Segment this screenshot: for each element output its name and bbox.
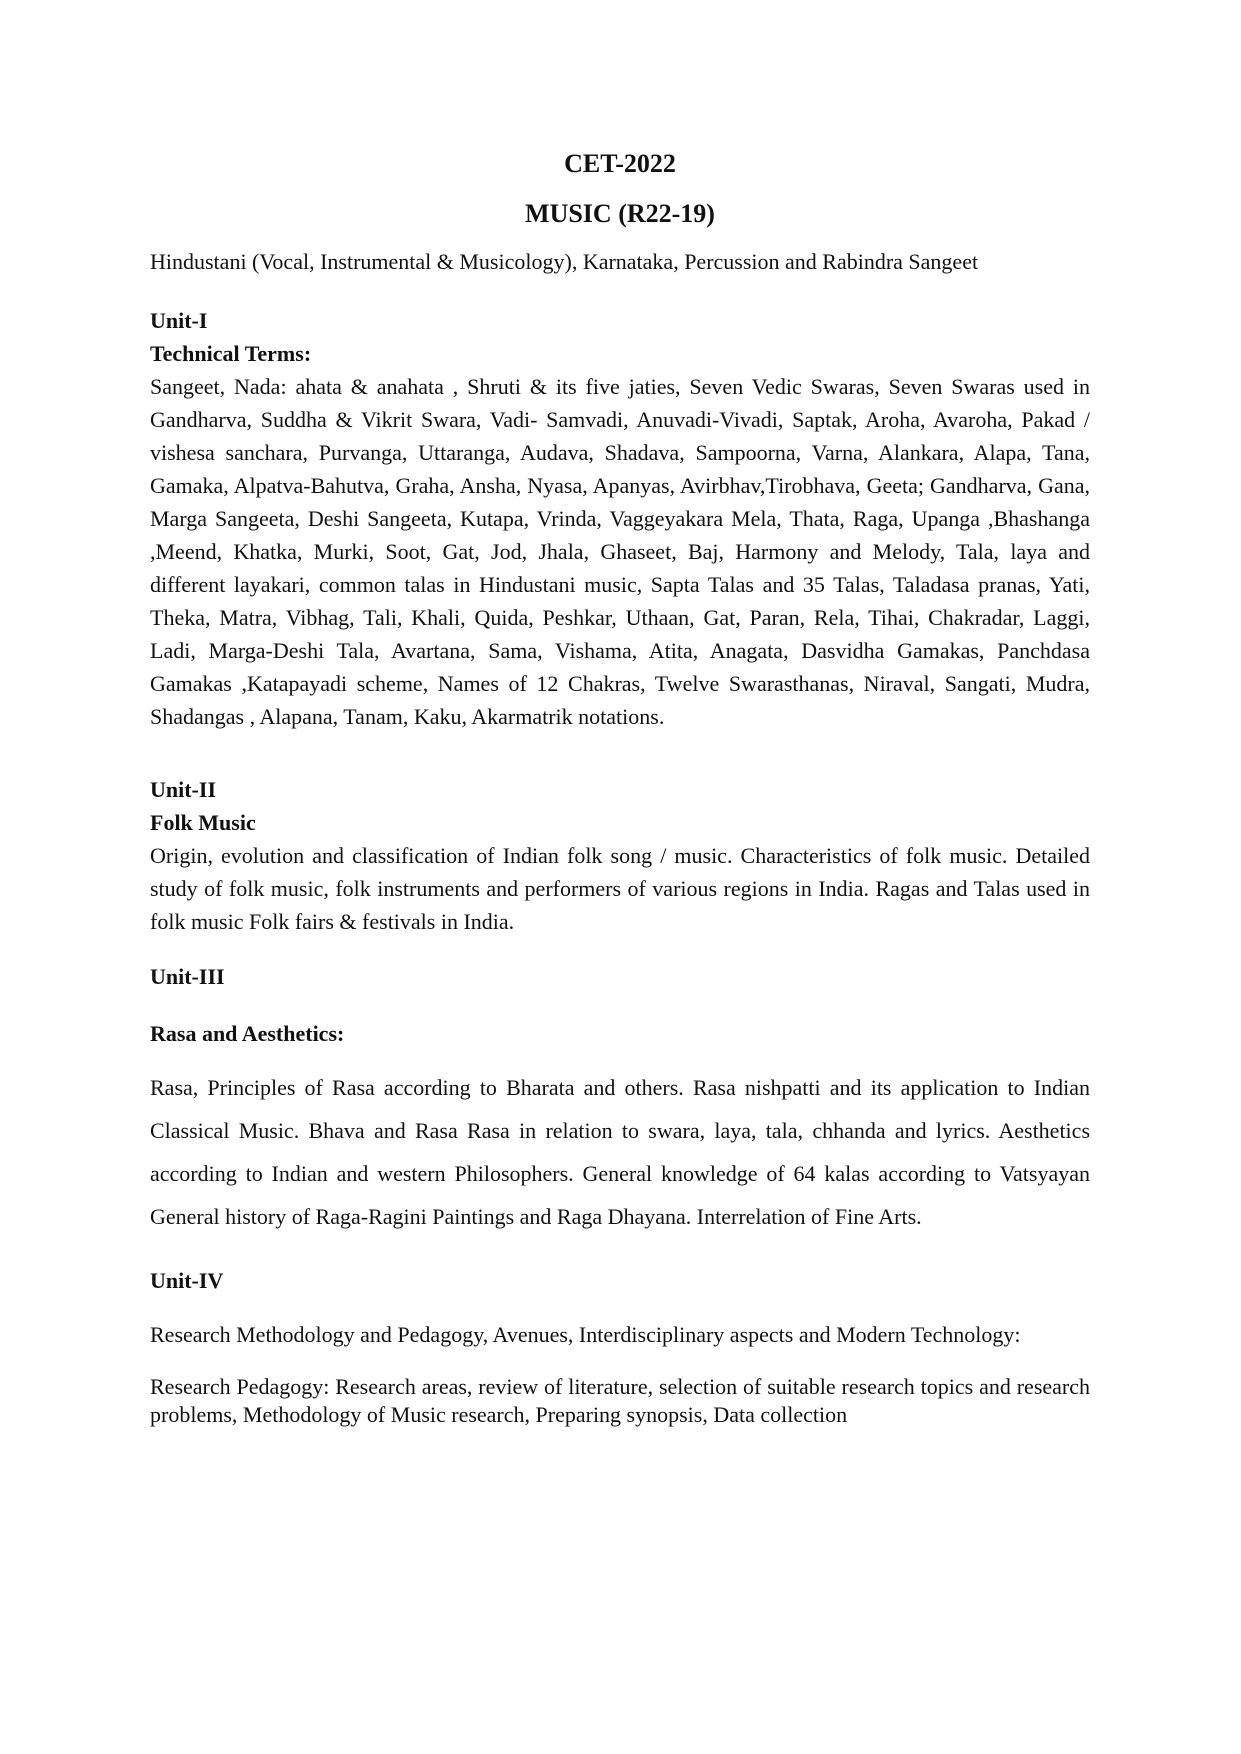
unit-4-body: Research Pedagogy: Research areas, review of literature, selection of suitable research topics and research problems, Methodology of Music research, Preparing synopsis, Data collection [150,1374,1090,1427]
unit-3-body: Rasa, Principles of Rasa according to Bharata and others. Rasa nishpatti and its application to Indian Classical Music. Bhava and Rasa Rasa in relation to swara, laya, tala, chhanda and lyrics. Aesthetics according to Indian and western Philosophers. General knowledge of 64 kalas according to Vatsyayan General history of Raga-Ragini Paintings and Raga Dhayana. Interrelation of Fine Arts. [150,1075,1090,1229]
subject-subtitle: Hindustani (Vocal, Instrumental & Musicology), Karnataka, Percussion and Rabindra Sangeet [150,249,979,274]
unit-2-section [150,773,1090,938]
unit-2-heading: Folk Music [150,810,256,835]
unit-3-section [150,960,1090,1238]
unit-3-heading: Rasa and Aesthetics: [150,1021,345,1046]
unit-4-section [150,1264,1090,1429]
unit-1-label: Unit-I [150,308,208,333]
document-content [150,148,1090,1429]
subject-title: MUSIC (R22-19) [525,199,715,228]
exam-title: CET-2022 [564,149,676,178]
unit-2-label: Unit-II [150,777,217,802]
unit-4-label: Unit-IV [150,1268,224,1293]
unit-1-heading: Technical Terms: [150,341,312,366]
unit-2-body: Origin, evolution and classification of Indian folk song / music. Characteristics of folk music. Detailed study of folk music, folk instruments and performers of various regions in India. Ragas and Talas used in folk music Folk fairs & festivals in India. [150,843,1090,934]
unit-4-intro: Research Methodology and Pedagogy, Avenues, Interdisciplinary aspects and Modern Technology: [150,1322,1021,1347]
unit-1-body: Sangeet, Nada: ahata & anahata , Shruti & its five jaties, Seven Vedic Swaras, Seven Swaras used in Gandharva, Suddha & Vikrit Swara, Vadi- Samvadi, Anuvadi-Vivadi, Saptak, Aroha, Avaroha, Pakad / vishesa sanchara, Purvanga, Uttaranga, Audava, Shadava, Sampoorna, Varna, Alankara, Alapa, Tana, Gamaka, Alpatva-Bahutva, Graha, Ansha, Nyasa, Apanyas, Avirbhav,Tirobhava, Geeta; Gandharva, Gana, Marga Sangeeta, Deshi Sangeeta, Kutapa, Vrinda, Vaggeyakara Mela, Thata, Raga, Upanga ,Bhashanga ,Meend, Khatka, Murki, Soot, Gat, Jod, Jhala, Ghaseet, Baj, Harmony and Melody, Tala, laya and different layakari, common talas in Hindustani music, Sapta Talas and 35 Talas, Taladasa pranas, Yati, Theka, Matra, Vibhag, Tali, Khali, Quida, Peshkar, Uthaan, Gat, Paran, Rela, Tihai, Chakradar, Laggi, Ladi, Marga-Deshi Tala, Avartana, Sama, Vishama, Atita, Anagata, Dasvidha Gamakas, Panchdasa Gamakas ,Katapayadi scheme, Names of 12 Chakras, Twelve Swarasthanas, Niraval, Sangati, Mudra, Shadangas , Alapana, Tanam, Kaku, Akarmatrik notations. [150,374,1090,729]
unit-3-label: Unit-III [150,964,225,989]
unit-1-section [150,304,1090,733]
